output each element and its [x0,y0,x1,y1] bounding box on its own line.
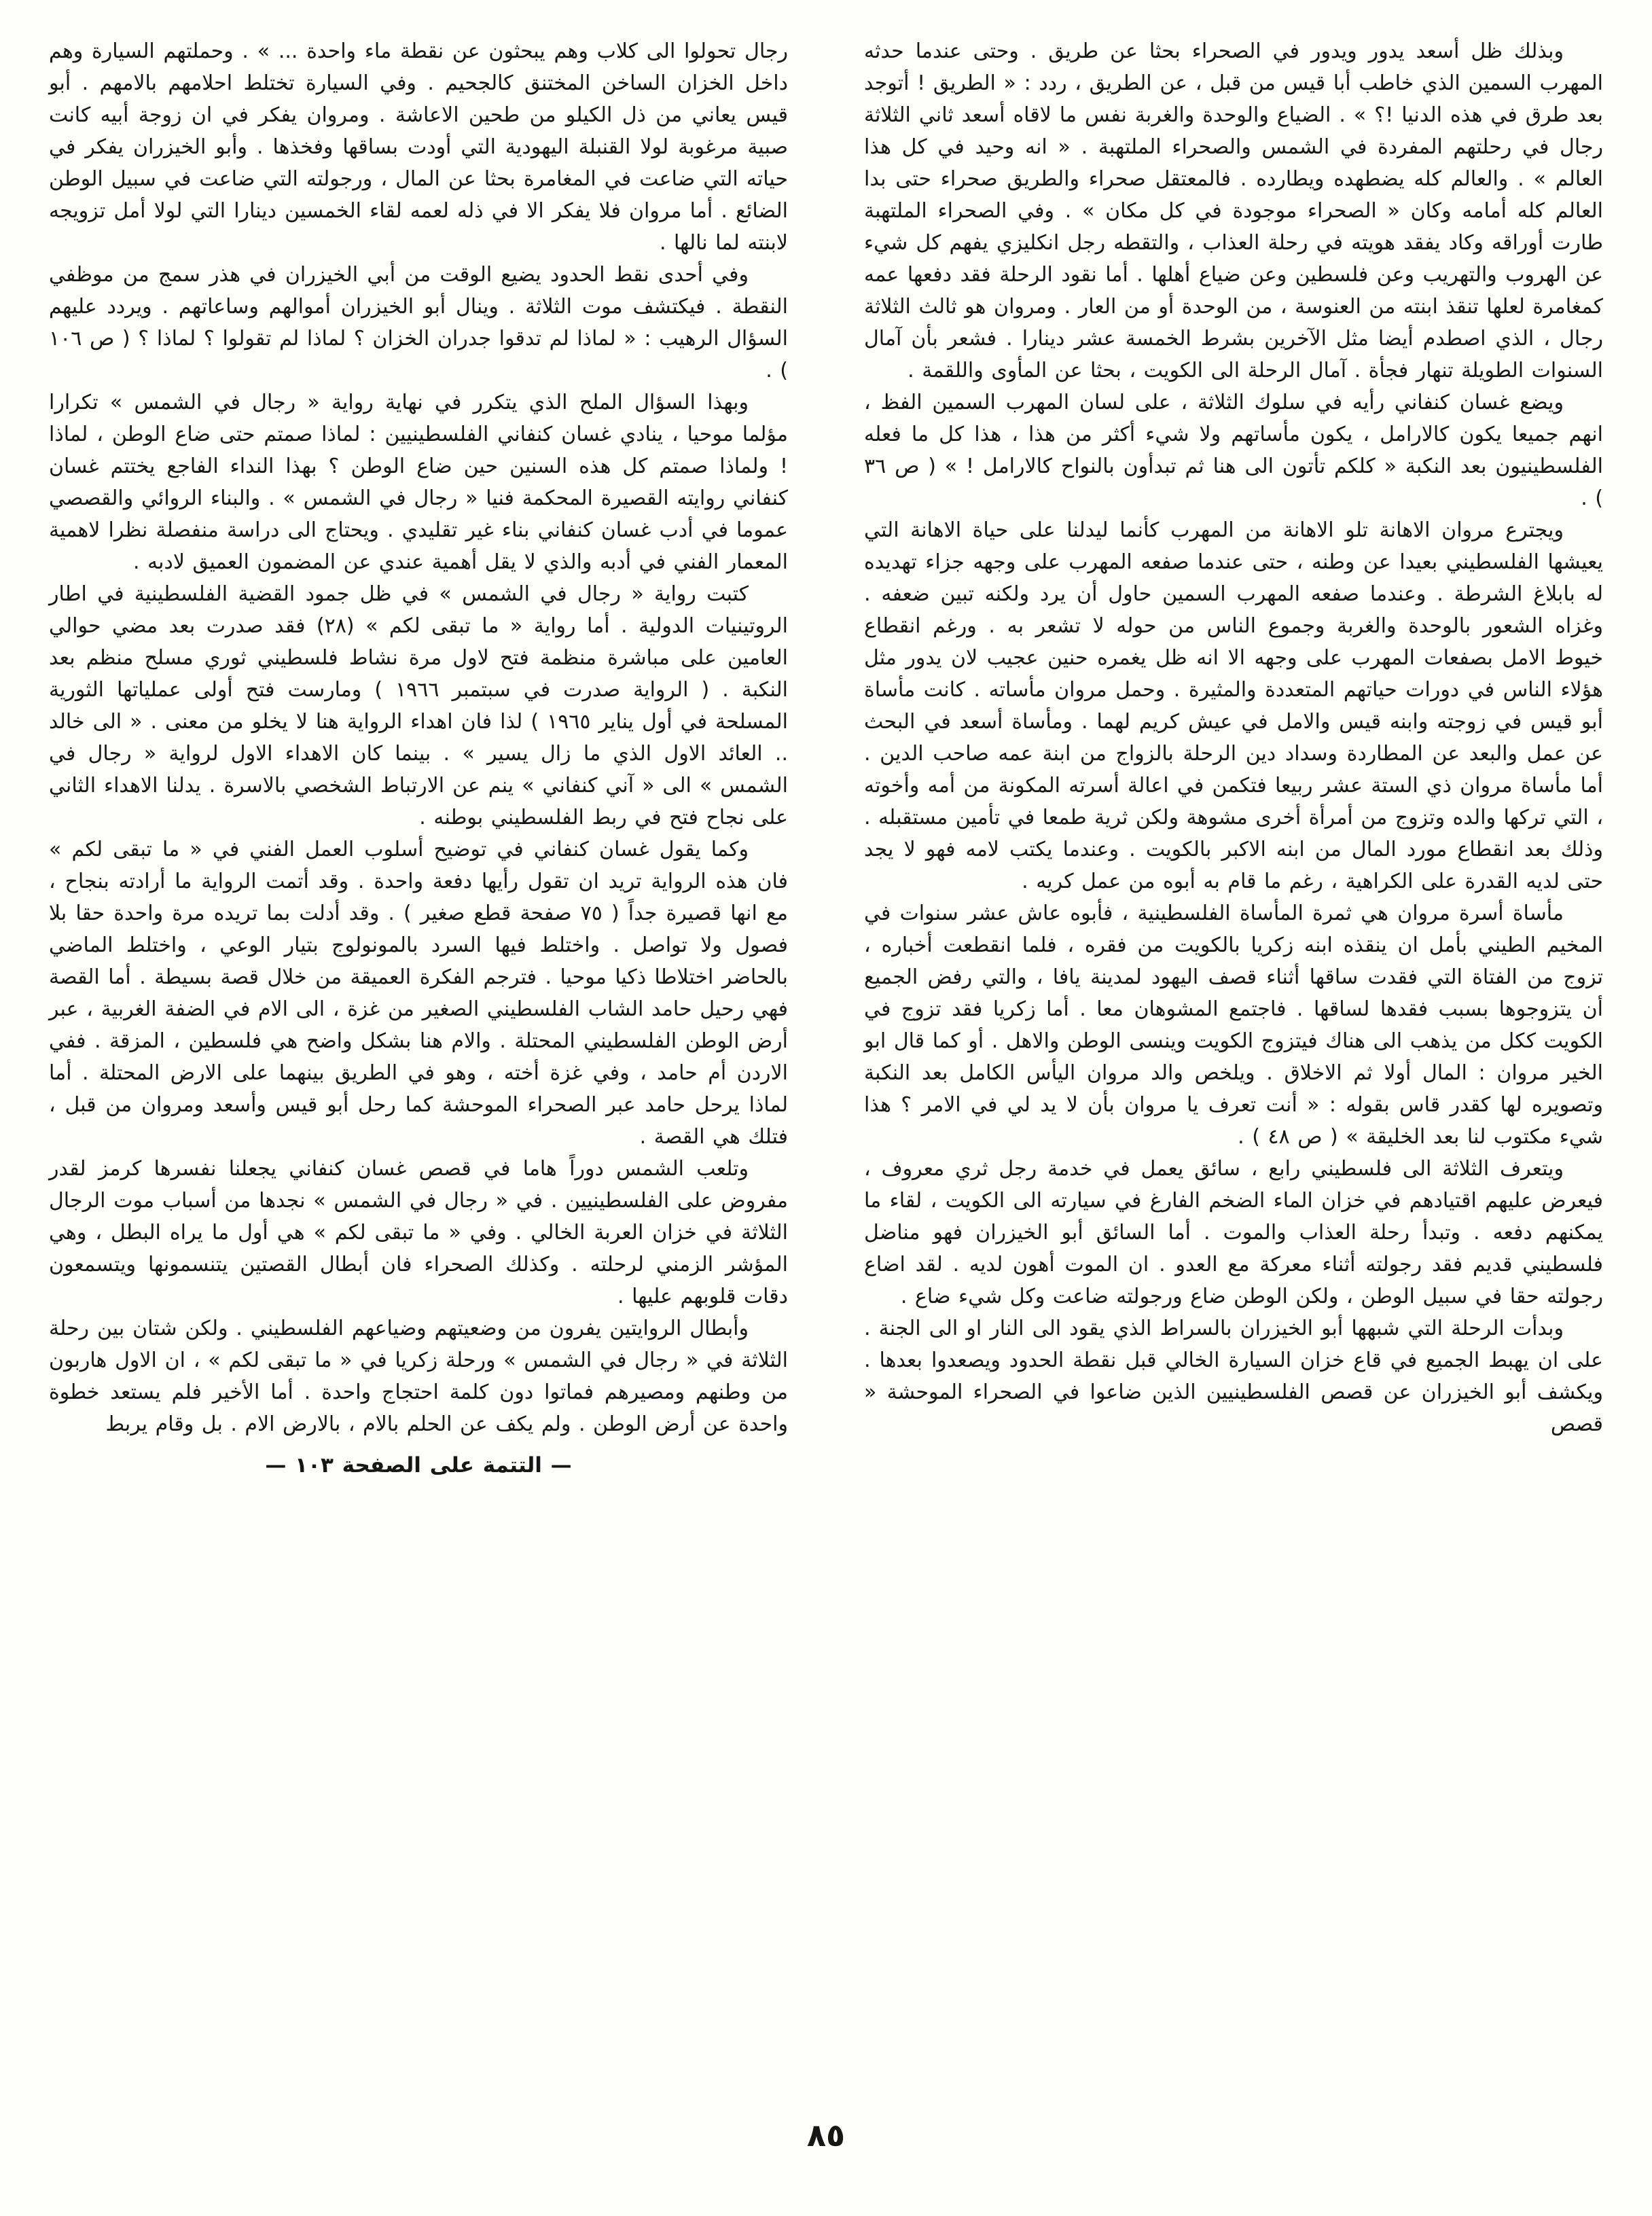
two-column-layout [49,35,1603,1482]
right-column [864,35,1603,1440]
paragraph: رجال تحولوا الى كلاب وهم يبحثون عن نقطة ماء واحدة ... » . وحملتهم السيارة وهم داخل الخزان الساخن المختنق كالجحيم . وفي السيارة تختلط احلامهم بالامهم . أبو قيس يعاني من ذل الكيلو من طحين الاعاشة . ومروان يفكر في ان زوجة أبيه كانت صبية مرغوبة لولا القنبلة اليهودية التي أودت بساقها وفخذها . وأبو الخيزران يفكر في حياته التي ضاعت في المغامرة بحثا عن المال ، ورجولته التي ضاعت في سبيل الوطن الضائع . أما مروان فلا يفكر الا في ذله لعمه لقاء الخمسين دينارا التي لولا أمل تزويجه لابنته لما نالها . [49,39,788,255]
left-column [49,35,788,1482]
paragraph: ويتعرف الثلاثة الى فلسطيني رابع ، سائق يعمل في خدمة رجل ثري معروف ، فيعرض عليهم اقتيادهم في خزان الماء الضخم الفارغ في سيارته الى الكويت ، لقاء ما يمكنهم دفعه . وتبدأ رحلة العذاب والموت . أما السائق أبو الخيزران فهو مناضل فلسطيني قديم فقد رجولته أثناء معركة مع العدو . ان الموت أهون لديه . لقد اضاع رجولته حقا في سبيل الوطن ، ولكن الوطن ضاع ورجولته ضاعت وكل شيء ضاع . [864,1157,1603,1308]
paragraph: وبدأت الرحلة التي شبهها أبو الخيزران بالسراط الذي يقود الى النار او الى الجنة . على ان يهبط الجميع في قاع خزان السيارة الخالي قبل نقطة الحدود ويصعدوا بعدها . ويكشف أبو الخيزران عن قصص الفلسطينيين الذين ضاعوا في الصحراء الموحشة « قصص [864,1317,1603,1436]
paragraph: وبهذا السؤال الملح الذي يتكرر في نهاية رواية « رجال في الشمس » تكرارا مؤلما موحيا ، ينادي غسان كنفاني الفلسطينيين : لماذا صمتم حتى ضاع الوطن ، لماذا ! ولماذا صمتم كل هذه السنين حين ضاع الوطن ؟ بهذا النداء الفاجع يختتم غسان كنفاني روايته القصيرة المحكمة فنيا « رجال في الشمس » . والبناء الروائي والقصصي عموما في أدب غسان كنفاني بناء غير تقليدي . ويحتاج الى دراسة منفصلة نظرا لاهمية المعمار الفني في أدبه والذي لا يقل أهمية عندي عن المضمون العميق لادبه . [49,391,788,574]
continuation-note: — التتمة على الصفحة ١٠٣ — [265,1453,572,1478]
paragraph: كتبت رواية « رجال في الشمس » في ظل جمود القضية الفلسطينية في اطار الروتينيات الدولية . أما رواية « ما تبقى لكم » (٢٨) فقد صدرت بعد مضي حوالي العامين على مباشرة منظمة فتح لاول مرة نشاط فلسطيني ثوري مسلح منظم بعد النكبة . ( الرواية صدرت في سبتمبر ١٩٦٦ ) ومارست فتح أولى عملياتها الثورية المسلحة في أول يناير ١٩٦٥ ) لذا فان اهداء الرواية هنا لا يخلو من معنى . « الى خالد .. العائد الاول الذي ما زال يسير » . بينما كان الاهداء الاول لرواية « رجال في الشمس » الى « آني كنفاني » ينم عن الارتباط الشخصي بالاسرة . يدلنا الاهداء الثاني على نجاح فتح في ربط الفلسطيني بوطنه . [49,582,789,829]
paragraph: ويجترع مروان الاهانة تلو الاهانة من المهرب كأنما ليدلنا على حياة الاهانة التي يعيشها الفلسطيني بعيدا عن وطنه ، حتى عندما صفعه المهرب على وجهه جزاء تهديده له بابلاغ الشرطة . وعندما صفعه المهرب السمين حاول أن يرد ولكنه تبين ضعفه . وغزاه الشعور بالوحدة والغربة وجموع الناس من حوله لا تشعر به . ورغم انقطاع خيوط الامل بصفعات المهرب على وجهه الا انه ظل يغمره حنين عجيب لان يدور مثل هؤلاء الناس في دورات حياتهم المتعددة والمثيرة . وحمل مروان مأساته . كانت مأساة أبو قيس في زوجته وابنه قيس والامل في عيش كريم لهما . ومأساة أسعد في البحث عن عمل والبعد عن المطاردة وسداد دين الرحلة بالزواج من ابنة عمه صاحب الدين . أما مأساة مروان ذي الستة عشر ربيعا فتكمن في اعالة أسرته المكونة من أمه وأخوته ، التي تركها والده وتزوج من أمرأة أخرى مشوهة ولكن ثرية طمعا في تأمين مستقبله . وذلك بعد انقطاع مورد المال من ابنه الاكبر بالكويت . وعندما يكتب لامه فهو لا يجد حتى لديه القدرة على الكراهية ، رغم ما قام به أبوه من عمل كريه . [864,518,1603,893]
paragraph: وأبطال الروايتين يفرون من وضعيتهم وضياعهم الفلسطيني . ولكن شتان بين رحلة الثلاثة في « رجال في الشمس » ورحلة زكريا في « ما تبقى لكم » ، ان الاول هاربون من وطنهم ومصيرهم فماتوا دون كلمة احتجاج واحدة . أما الأخير فلم يستعد خطوة واحدة عن أرض الوطن . ولم يكف عن الحلم بالام ، بالارض الام . بل وقام يربط [49,1317,788,1436]
paragraph: وكما يقول غسان كنفاني في توضيح أسلوب العمل الفني في « ما تبقى لكم » فان هذه الرواية تريد ان تقول رأيها دفعة واحدة . وقد أتمت الرواية ما أرادته بنجاح ، مع انها قصيرة جداً ( ٧٥ صفحة قطع صغير ) . وقد أدلت بما تريده مرة واحدة حقا بلا فصول ولا تواصل . واختلط فيها السرد بالمونولوج بتيار الوعي ، واختلط الماضي بالحاضر اختلاطا ذكيا موحيا . فترجم الفكرة العميقة من خلال قصة بسيطة . أما القصة فهي رحيل حامد الشاب الفلسطيني الصغير من غزة ، الى الام في الضفة الغربية ، عبر أرض الوطن الفلسطيني المحتلة . والام هنا بشكل واضح هي فلسطين ، المزقة . ففي الاردن أم حامد ، وفي غزة أخته ، وهو في الطريق بينهما على الارض المحتلة . أما لماذا يرحل حامد عبر الصحراء الموحشة كما رحل أبو قيس وأسعد ومروان من قبل ، فتلك هي القصة . [49,838,788,1149]
page-number: ٨٥ [806,2117,846,2154]
paragraph: وبذلك ظل أسعد يدور ويدور في الصحراء بحثا عن طريق . وحتى عندما حدثه المهرب السمين الذي خاطب أبا قيس من قبل ، عن الطريق ، ردد : « الطريق ! أتوجد بعد طرق في هذه الدنيا !؟ » . الضياع والوحدة والغربة نفس ما لاقاه أسعد ثاني الثلاثة رجال في رحلتهم المفردة في الشمس والصحراء الملتهبة . « انه وحيد في كل هذا العالم » . والعالم كله يضطهده ويطارده . فالمعتقل صحراء والطريق صحراء حتى بدا العالم كله أمامه وكان « الصحراء موجودة في كل مكان » . وفي الصحراء الملتهبة طارت أوراقه وكاد يفقد هويته في رحلة العذاب ، والتقطه رجل انكليزي يفهم كل شيء عن الهروب والتهريب وعن فلسطين وعن ضياع أهلها . أما نقود الرحلة فقد دفعها عمه كمغامرة لعلها تنقذ ابنته من العنوسة ، من الوحدة أو من العار . ومروان هو ثالث الثلاثة رجال ، الذي اصطدم أيضا مثل الآخرين بشرط الخمسة عشر دينارا . فشعر بأن آمال السنوات الطويلة تنهار فجأة . آمال الرحلة الى الكويت ، بحثا عن المأوى واللقمة . [864,39,1603,382]
paragraph: مأساة أسرة مروان هي ثمرة المأساة الفلسطينية ، فأبوه عاش عشر سنوات في المخيم الطيني بأمل ان ينقذه ابنه زكريا بالكويت من فقره ، فلما انقطعت أخباره ، تزوج من الفتاة التي فقدت ساقها أثناء قصف اليهود لمدينة يافا ، والتي رفض الجميع أن يتزوجوها بسبب فقدها لساقها . فاجتمع المشوهان معا . أما زكريا فقد تزوج في الكويت ككل من يذهب الى هناك فيتزوج الكويت وينسى الوطن والاهل . أو كما قال ابو الخير مروان : المال أولا ثم الاخلاق . ويلخص والد مروان اليأس الكامل بعد النكبة وتصويره لها كقدر قاس بقوله : « أنت تعرف يا مروان بأن لا يد لي في الامر ؟ هذا شيء مكتوب لنا بعد الخليقة » ( ص ٤٨ ) . [864,901,1603,1149]
paragraph: وفي أحدى نقط الحدود يضيع الوقت من أبي الخيزران في هذر سمج من موظفي النقطة . فيكتشف موت الثلاثة . وينال أبو الخيزران أموالهم وساعاتهم . ويردد عليهم السؤال الرهيب : « لماذا لم تدقوا جدران الخزان ؟ لماذا لم تقولوا ؟ لماذا ؟ ( ص ١٠٦ ) . [49,263,788,382]
paragraph: ويضع غسان كنفاني رأيه في سلوك الثلاثة ، على لسان المهرب السمين الفظ ، انهم جميعا يكون كالارامل ، يكون مأساتهم ولا شيء أكثر من هذا ، هذا كل ما فعله الفلسطينيون بعد النكبة « كلكم تأتون الى هنا ثم تبدأون بالنواح كالارامل ! » ( ص ٣٦ ) . [864,391,1603,510]
paragraph: وتلعب الشمس دوراً هاما في قصص غسان كنفاني يجعلنا نفسرها كرمز لقدر مفروض على الفلسطينيين . في « رجال في الشمس » نجدها من أسباب موت الرجال الثلاثة في خزان العربة الخالي . وفي « ما تبقى لكم » هي أول ما يراه البطل ، وهي المؤشر الزمني لرحلته . وكذلك الصحراء فان أبطال القصتين يتنسمونها ويتسمعون دقات قلوبهم عليها . [49,1157,788,1308]
